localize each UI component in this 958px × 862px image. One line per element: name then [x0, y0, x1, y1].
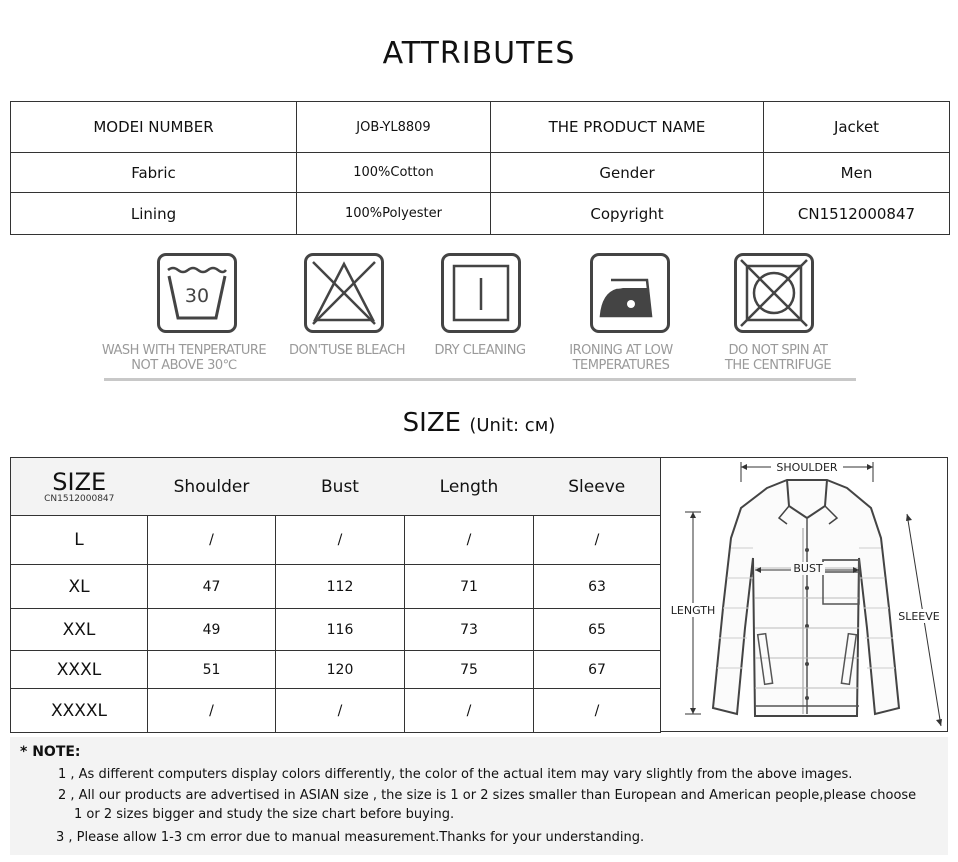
table-cell: 51 — [148, 651, 276, 689]
note-box — [10, 737, 948, 855]
size-corner-title: SIZE — [52, 467, 107, 496]
table-cell: 67 — [534, 651, 661, 689]
table-row — [11, 609, 661, 651]
attr-label-lining: Lining — [11, 193, 297, 235]
size-title-text: SIZE — [402, 408, 462, 438]
table-cell: / — [405, 689, 534, 733]
table-row — [11, 689, 661, 733]
care-label-line: DRY CLEANING — [434, 343, 526, 358]
wash-30-icon — [157, 253, 237, 333]
column-header-bust: Bust — [276, 458, 405, 516]
care-label-line: THE CENTRIFUGE — [724, 358, 832, 373]
care-label-line: WASH WITH TENPERATURE — [101, 343, 267, 358]
size-label: XXXXL — [11, 689, 148, 733]
note-line-1: 1 , As different computers display colors differently, the color of the actual item may vary slightly from the above images. — [58, 767, 853, 782]
attr-label-gender: Gender — [491, 153, 764, 193]
note-line-3: 3 , Please allow 1-3 cm error due to manual measurement.Thanks for your understanding. — [56, 830, 645, 845]
iron-low-icon — [590, 253, 670, 333]
table-row — [11, 565, 661, 609]
table-row — [11, 193, 950, 235]
care-label-iron — [531, 343, 711, 373]
table-cell: 71 — [405, 565, 534, 609]
column-header-sleeve: Sleeve — [534, 458, 661, 516]
dry-clean-icon — [441, 253, 521, 333]
diagram-label-length: LENGTH — [670, 604, 716, 617]
size-corner-cell — [11, 458, 148, 516]
size-label: XXXL — [11, 651, 148, 689]
wash-temp-number: 30 — [184, 285, 210, 307]
table-row — [11, 153, 950, 193]
attr-label-copyright: Copyright — [491, 193, 764, 235]
table-row — [11, 651, 661, 689]
table-cell: 116 — [276, 609, 405, 651]
column-header-length: Length — [405, 458, 534, 516]
table-cell: 63 — [534, 565, 661, 609]
table-cell: 75 — [405, 651, 534, 689]
care-label-line: DON'TUSE BLEACH — [289, 343, 405, 358]
attributes-table — [10, 101, 950, 235]
column-header-shoulder: Shoulder — [148, 458, 276, 516]
attr-value-lining: 100%Polyester — [297, 193, 491, 235]
care-label-spin — [688, 343, 868, 373]
care-label-line: TEMPERATURES — [572, 358, 670, 373]
table-cell: / — [276, 689, 405, 733]
diagram-label-sleeve: SLEEVE — [898, 610, 940, 623]
no-bleach-icon — [304, 253, 384, 333]
table-cell: 49 — [148, 609, 276, 651]
table-cell: / — [534, 689, 661, 733]
table-cell: 73 — [405, 609, 534, 651]
table-row — [11, 102, 950, 153]
table-cell: 65 — [534, 609, 661, 651]
table-cell: / — [276, 516, 405, 565]
care-label-line: DO NOT SPIN AT — [728, 343, 828, 358]
attr-value-fabric: 100%Cotton — [297, 153, 491, 193]
page-title: ATTRIBUTES — [382, 36, 576, 71]
size-label: XL — [11, 565, 148, 609]
size-title — [0, 408, 958, 438]
table-cell: 47 — [148, 565, 276, 609]
care-label-line: NOT ABOVE 30℃ — [131, 358, 237, 373]
size-corner-sub: CN1512000847 — [44, 493, 115, 504]
note-line-2b: 1 or 2 sizes bigger and study the size chart before buying. — [74, 807, 455, 822]
attr-label-product-name: THE PRODUCT NAME — [491, 102, 764, 153]
jacket-illustration — [661, 458, 947, 731]
table-cell: 112 — [276, 565, 405, 609]
attr-label-fabric: Fabric — [11, 153, 297, 193]
size-label: L — [11, 516, 148, 565]
care-label-line: IRONING AT LOW — [569, 343, 673, 358]
diagram-label-shoulder: SHOULDER — [776, 461, 838, 474]
table-cell: / — [534, 516, 661, 565]
table-cell: / — [405, 516, 534, 565]
table-cell: / — [148, 516, 276, 565]
divider — [104, 378, 856, 381]
size-table — [10, 457, 661, 733]
attr-value-gender: Men — [764, 153, 950, 193]
table-header-row — [11, 458, 661, 516]
table-cell: 120 — [276, 651, 405, 689]
measurement-diagram — [660, 457, 948, 732]
attr-label-model: MODEI NUMBER — [11, 102, 297, 153]
attr-value-copyright: CN1512000847 — [764, 193, 950, 235]
note-title: * NOTE: — [20, 744, 81, 760]
attr-value-model: JOB-YL8809 — [297, 102, 491, 153]
table-cell: / — [148, 689, 276, 733]
size-label: XXL — [11, 609, 148, 651]
diagram-label-bust: BUST — [793, 562, 823, 575]
size-unit: (Unit: cм) — [469, 415, 556, 436]
attr-value-product-name: Jacket — [764, 102, 950, 153]
no-spin-icon — [734, 253, 814, 333]
care-label-wash — [94, 343, 274, 373]
table-row — [11, 516, 661, 565]
note-line-2a: 2 , All our products are advertised in ASIAN size , the size is 1 or 2 sizes smaller than European and American people,please choose — [58, 788, 917, 803]
